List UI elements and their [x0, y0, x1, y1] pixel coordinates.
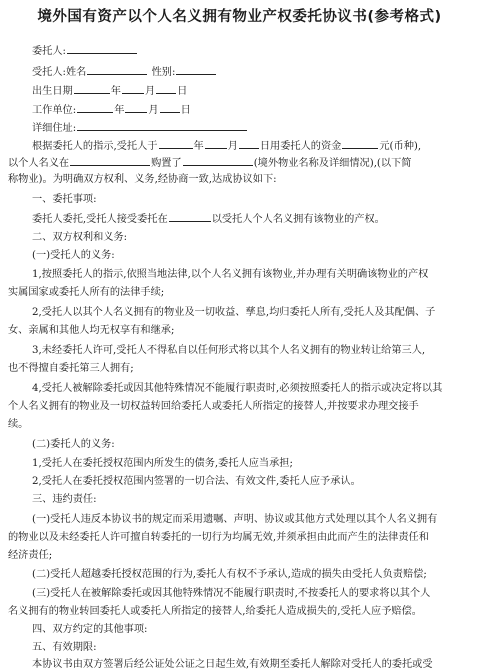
- liability-a-line-3: 经济责任;: [8, 550, 53, 561]
- dob-year-blank: [74, 84, 110, 94]
- employer-blank-c: [160, 103, 180, 113]
- item-2-line-2: 女、亲属和其他人均无权享有和继承;: [8, 325, 175, 336]
- item-4-line-3: 续。: [8, 419, 29, 430]
- dob-month-blank: [122, 84, 144, 94]
- intro-text-1: 根据委托人的指示,受托人于: [32, 141, 158, 152]
- employer-blank-a: [77, 103, 113, 113]
- item-4-line-2: 个人名义拥有的物业及一切权益转回给委托人或委托人所指定的接替人,并按要求办理交接手: [8, 401, 419, 412]
- gender-label: 性别:: [151, 67, 176, 78]
- intro-text-2: 以个人名义在: [8, 158, 70, 169]
- employer-year-label: 年: [114, 105, 125, 116]
- duty-2: 2,受托人在委托授权范围内签署的一切合法、有效文件,委托人应予承认。: [32, 476, 361, 487]
- agent-line: [32, 65, 217, 79]
- intro-property-blank: [183, 156, 253, 166]
- item-1-line-1: 1,按照委托人的指示,依照当地法律,以个人名义拥有该物业,并办理有关明确该物业的产权: [32, 269, 429, 280]
- principal-label: 委托人:: [32, 46, 66, 57]
- intro-text-2c: (境外物业名称及详细情况),(以下简: [253, 158, 412, 169]
- liability-a-line-2: 的物业以及未经委托人许可擅自转委托的一切行为均属无效,并须承担由此而产生的法律责任和: [8, 532, 429, 543]
- item-4-line-1: 4,受托人被解除委托或因其他特殊情况不能履行职责时,必须按照委托人的指示或决定将以其: [32, 383, 443, 394]
- address-line: [32, 121, 248, 135]
- section-5-heading: 五、有效期限:: [32, 642, 97, 653]
- section-1-body-a: 委托人委托,受托人接受委托在: [32, 214, 168, 225]
- employer-label: 工作单位:: [32, 105, 77, 116]
- intro-location-blank: [70, 156, 150, 166]
- dob-day-blank: [156, 84, 176, 94]
- item-1-line-2: 实属国家或委托人所有的法律手续;: [8, 287, 165, 298]
- dob-year-label: 年: [110, 86, 121, 97]
- section-5-body: 本协议书由双方签署后经公证处公证之日起生效,有效期至委托人解除对受托人的委托或受: [32, 659, 433, 670]
- employer-day-label: 日: [180, 105, 191, 116]
- principal-line: [32, 44, 138, 58]
- dob-day-label: 日: [177, 86, 188, 97]
- intro-text-2b: 购置了: [151, 158, 182, 169]
- section-1-body: [32, 212, 385, 226]
- address-blank: [77, 121, 247, 131]
- intro-year-label: 年: [193, 141, 204, 152]
- section-4-heading: 四、双方约定的其他事项:: [32, 624, 148, 635]
- item-3-line-2: 也不得擅自委托第三人拥有;: [8, 363, 134, 374]
- dob-label: 出生日期: [32, 86, 73, 97]
- agent-name-blank: [87, 65, 147, 75]
- employer-line: [32, 103, 191, 117]
- agent-name-label: 受托人:姓名: [32, 67, 87, 78]
- duty-1: 1,受托人在委托授权范围内所发生的债务,委托人应当承担;: [32, 458, 293, 469]
- item-2-line-1: 2,受托人以其个人名义拥有的物业及一切收益、孳息,均归委托人所有,受托人及其配偶、子: [32, 307, 436, 318]
- intro-text-1b: 日用委托人的资金: [259, 141, 342, 152]
- employer-month-label: 月: [148, 105, 159, 116]
- section-1-body-b: 以受托人个人名义拥有该物业的产权。: [211, 214, 385, 225]
- intro-line-2: [8, 156, 411, 170]
- liability-a-line-1: (一)受托人违反本协议书的规定而采用遗嘱、声明、协议或其他方式处理以其个人名义拥有: [32, 514, 438, 525]
- intro-year-blank: [159, 139, 193, 149]
- dob-month-label: 月: [144, 86, 156, 97]
- item-3-line-1: 3,未经委托人许可,受托人不得私自以任何形式将以其个人名义拥有的物业转让给第三人,: [32, 345, 426, 356]
- document-title: 境外国有资产以个人名义拥有物业产权委托协议书(参考格式): [37, 9, 442, 25]
- employer-blank-b: [125, 103, 147, 113]
- intro-text-1c: 元(币种),: [379, 141, 422, 152]
- address-label: 详细住址:: [32, 123, 77, 134]
- section-1-blank: [169, 212, 211, 222]
- liability-c-line-1: (三)受托人在被解除委托或因其他特殊情况不能履行职责时,不按委托人的要求将以其个人: [32, 588, 431, 599]
- section-2-heading: 二、双方权利和义务:: [32, 232, 128, 243]
- principal-blank: [67, 44, 137, 54]
- intro-day-blank: [239, 139, 259, 149]
- liability-b: (二)受托人超越委托授权范围的行为,委托人有权不予承认,造成的损失由受托人负责赔偿;: [32, 569, 427, 580]
- intro-line-3: 称物业)。为明确双方权利、义务,经协商一致,达成协议如下:: [8, 174, 277, 185]
- intro-month-label: 月: [227, 141, 238, 152]
- intro-amount-blank: [342, 139, 378, 149]
- dob-line: [32, 84, 187, 98]
- intro-line-1: [32, 139, 421, 153]
- section-1-heading: 一、委托事项:: [32, 194, 97, 205]
- section-2-sub-2: (二)委托人的义务:: [32, 439, 115, 450]
- intro-month-blank: [205, 139, 227, 149]
- section-2-sub-1: (一)受托人的义务:: [32, 250, 115, 261]
- liability-c-line-2: 名义拥有的物业转回委托人或委托人所指定的接替人,给委托人造成损失的,受托人应予赔偿。: [8, 606, 422, 617]
- section-3-heading: 三、违约责任:: [32, 494, 97, 505]
- gender-blank: [176, 65, 216, 75]
